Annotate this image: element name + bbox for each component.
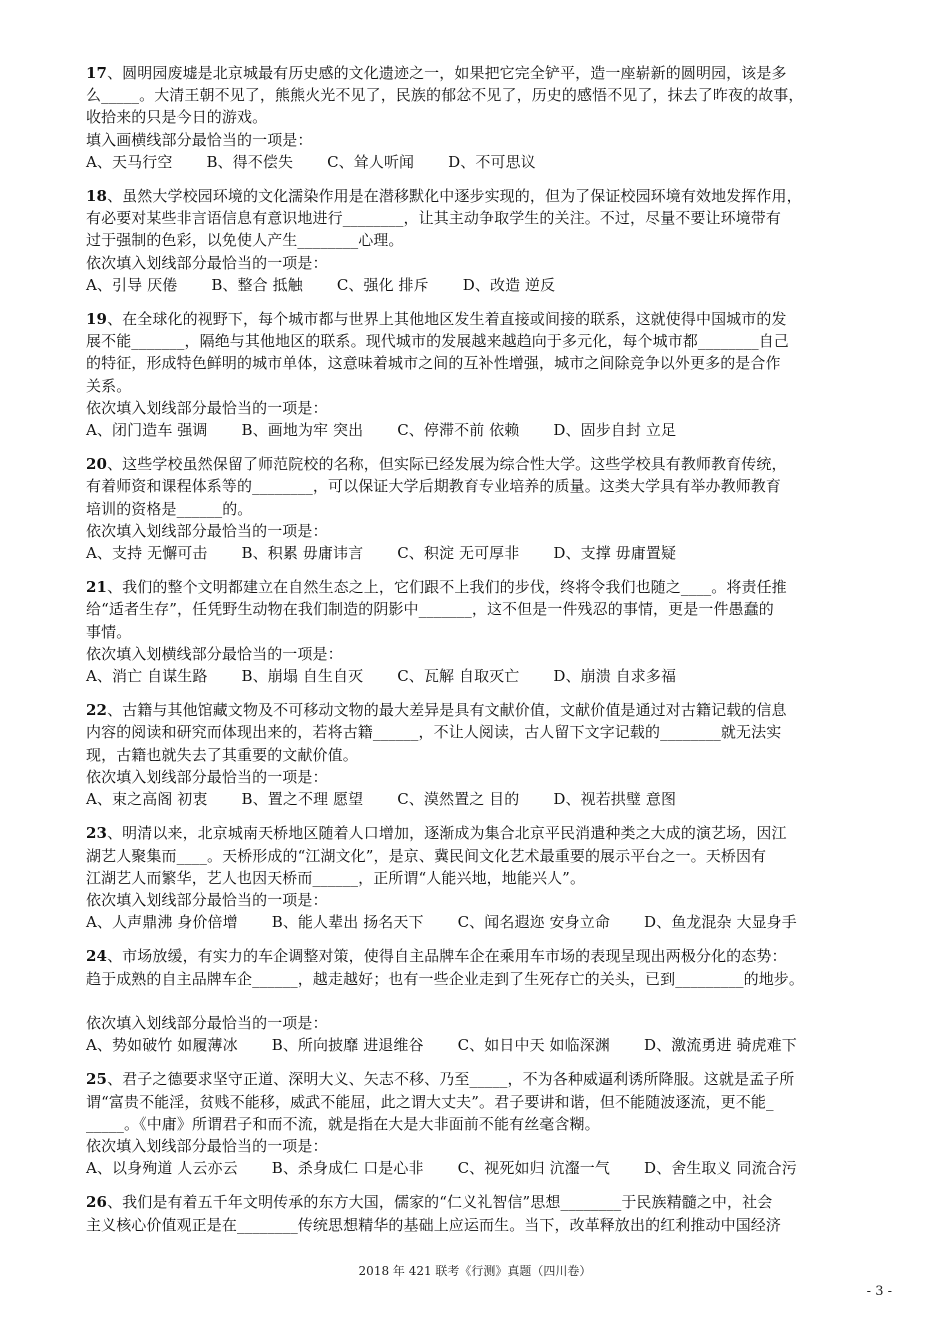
- question-text: 江湖艺人而繁华，艺人也因天桥而______，正所谓“人能兴地，地能兴人”。: [86, 868, 586, 887]
- question-text-line: [86, 475, 870, 497]
- question-text-line: [86, 375, 870, 397]
- question-text: 依次填入划线部分最恰当的一项是：: [86, 253, 328, 272]
- question-text-line: [86, 1214, 870, 1236]
- question-text: 么_____。大清王朝不见了，熊熊火光不见了，民族的郁忿不见了，历史的感悟不见了，抹去了昨夜的故事，: [86, 86, 804, 105]
- question-text: 湖艺人聚集而____。天桥形成的“江湖文化”，是京、冀民间文化艺术最重要的展示平台之一。天桥因有: [86, 846, 767, 865]
- question-text: 事情。: [86, 622, 132, 641]
- question-26: [86, 1191, 870, 1235]
- answer-option: B、所向披靡 进退维谷: [271, 1036, 424, 1055]
- answer-option: C、瓦解 自取灭亡: [397, 667, 520, 686]
- question-text-line: [86, 520, 870, 542]
- question-18: [86, 185, 870, 296]
- answer-option: C、视死如归 沆瀣一气: [457, 1159, 610, 1178]
- question-text-line: [86, 207, 870, 229]
- question-number: 23: [86, 824, 108, 843]
- answer-option: D、舍生取义 同流合污: [643, 1159, 797, 1178]
- question-20: [86, 453, 870, 564]
- question-text: 培训的资格是______的。: [86, 499, 253, 518]
- question-text: 、古籍与其他馆藏文物及不可移动文物的最大差异是具有文献价值，文献价值是通过对古籍记载的信息: [107, 701, 787, 720]
- answer-option: B、崩塌 自生自灭: [241, 667, 364, 686]
- question-19: [86, 308, 870, 441]
- question-text-line: [86, 84, 870, 106]
- answer-option: C、停滞不前 依赖: [397, 421, 520, 440]
- question-stem-line: [86, 1068, 870, 1090]
- question-24: [86, 945, 870, 1056]
- answer-option: B、整合 抵触: [211, 275, 303, 294]
- question-text: 有必要对某些非言语信息有意识地进行________，让其主动争取学生的关注。不过，尽量不要让环境带有: [86, 209, 782, 228]
- question-text-line: [86, 721, 870, 743]
- question-text: 的特征，形成特色鲜明的城市单体，这意味着城市之间的互补性增强，城市之间除竞争以外更多的是合作: [86, 354, 781, 373]
- question-text: 、虽然大学校园环境的文化濡染作用是在潜移默化中逐步实现的，但为了保证校园环境有效地发挥作用，: [107, 187, 802, 206]
- question-text-line: [86, 129, 870, 151]
- answer-options: [86, 1157, 870, 1179]
- answer-option: A、消亡 自谋生路: [86, 667, 208, 686]
- question-text: 收拾来的只是今日的游戏。: [86, 108, 268, 127]
- question-text: 、这些学校虽然保留了师范院校的名称，但实际已经发展为综合性大学。这些学校具有教师教育传统，: [107, 455, 787, 474]
- question-17: [86, 62, 870, 173]
- question-text: 依次填入划线部分最恰当的一项是：: [86, 398, 328, 417]
- question-text-line: [86, 598, 870, 620]
- question-number: 24: [86, 947, 108, 966]
- answer-options: [86, 151, 870, 173]
- answer-option: D、鱼龙混杂 大显身手: [643, 913, 797, 932]
- question-text-line: [86, 1113, 870, 1135]
- question-text-line: [86, 498, 870, 520]
- answer-option: B、积累 毋庸讳言: [241, 544, 364, 563]
- question-text: 现，古籍也就失去了其重要的文献价值。: [86, 745, 358, 764]
- answer-option: C、漠然置之 目的: [397, 790, 520, 809]
- question-text: 、明清以来，北京城南天桥地区随着人口增加，逐渐成为集合北京平民消遣种类之大成的演艺场，因江: [107, 824, 787, 843]
- question-text: 、我们是有着五千年文明传承的东方大国，儒家的“仁义礼智信”思想________于民族精髓之中，社会: [107, 1193, 773, 1212]
- question-text-line: [86, 889, 870, 911]
- answer-options: [86, 419, 870, 441]
- answer-option: A、支持 无懈可击: [86, 544, 208, 563]
- answer-options: [86, 788, 870, 810]
- answer-option: D、改造 逆反: [462, 275, 556, 294]
- answer-options: [86, 274, 870, 296]
- question-text: 、圆明园废墟是北京城最有历史感的文化遗迹之一，如果把它完全铲平，造一座崭新的圆明园，该是多: [107, 64, 787, 82]
- question-text-line: [86, 397, 870, 419]
- question-text: 内容的阅读和研究而体现出来的，若将古籍______，不让人阅读，古人留下文字记载的________就无法实: [86, 723, 782, 742]
- answer-option: B、置之不理 愿望: [241, 790, 364, 809]
- question-stem-line: [86, 945, 870, 967]
- answer-option: B、得不偿失: [206, 152, 294, 171]
- answer-option: A、天马行空: [86, 152, 173, 171]
- answer-option: A、引导 厌倦: [86, 275, 178, 294]
- answer-option: C、积淀 无可厚非: [397, 544, 520, 563]
- question-text: 趋于成熟的自主品牌车企______，越走越好；也有一些企业走到了生死存亡的关头，已到_________的地步。: [86, 969, 805, 988]
- question-text: 依次填入划线部分最恰当的一项是：: [86, 767, 328, 786]
- question-text-line: [86, 106, 870, 128]
- answer-option: C、如日中天 如临深渊: [457, 1036, 610, 1055]
- question-25: [86, 1068, 870, 1179]
- question-text: 主义核心价值观正是在________传统思想精华的基础上应运而生。当下，改革释放出的红利推动中国经济: [86, 1215, 782, 1234]
- page-footer: 2018 年 421 联考《行测》真题（四川卷）: [358, 1264, 592, 1278]
- question-text: 、在全球化的视野下，每个城市都与世界上其他地区发生着直接或间接的联系，这就使得中国城市的发: [107, 310, 787, 329]
- question-text: 有着师资和课程体系等的________，可以保证大学后期教育专业培养的质量。这类大学具有举办教师教育: [86, 477, 782, 496]
- question-text: 过于强制的色彩，以免使人产生________心理。: [86, 231, 404, 250]
- question-text-line: [86, 352, 870, 374]
- answer-option: A、束之高阁 初衷: [86, 790, 208, 809]
- question-text: 谓“富贵不能淫，贫贱不能移，威武不能屈，此之谓大丈夫”。君子要讲和谐，但不能随波逐流，更不能_: [86, 1092, 774, 1111]
- question-number: 18: [86, 187, 108, 206]
- question-text-line: [86, 990, 870, 1012]
- question-stem-line: [86, 185, 870, 207]
- answer-option: A、势如破竹 如履薄冰: [86, 1036, 238, 1055]
- question-number: 19: [86, 310, 108, 329]
- question-text-line: [86, 845, 870, 867]
- answer-option: D、崩溃 自求多福: [553, 667, 677, 686]
- answer-option: A、以身殉道 人云亦云: [86, 1159, 238, 1178]
- answer-options: [86, 911, 870, 933]
- question-number: 17: [86, 64, 108, 82]
- question-list: [86, 62, 870, 1248]
- question-number: 26: [86, 1193, 108, 1212]
- answer-option: A、人声鼎沸 身价倍增: [86, 913, 238, 932]
- question-text-line: [86, 1091, 870, 1113]
- answer-option: D、不可思议: [448, 152, 536, 171]
- question-text-line: [86, 867, 870, 889]
- answer-option: B、能人辈出 扬名天下: [271, 913, 424, 932]
- answer-option: C、闻名遐迩 安身立命: [457, 913, 610, 932]
- question-number: 20: [86, 455, 108, 474]
- question-text-line: [86, 968, 870, 990]
- answer-option: C、强化 排斥: [336, 275, 429, 294]
- question-text: 依次填入划线部分最恰当的一项是：: [86, 1136, 328, 1155]
- answer-option: D、支撑 毋庸置疑: [553, 544, 677, 563]
- question-text: 、市场放缓，有实力的车企调整对策，使得自主品牌车企在乘用车市场的表现呈现出两极分化的态势：: [107, 947, 787, 966]
- answer-options: [86, 665, 870, 687]
- question-number: 22: [86, 701, 108, 720]
- question-text: 依次填入划线部分最恰当的一项是：: [86, 1013, 328, 1032]
- question-text-line: [86, 744, 870, 766]
- question-stem-line: [86, 822, 870, 844]
- answer-option: B、杀身成仁 口是心非: [271, 1159, 424, 1178]
- question-text-line: [86, 643, 870, 665]
- question-22: [86, 699, 870, 810]
- answer-option: D、视若拱璧 意图: [553, 790, 677, 809]
- question-21: [86, 576, 870, 687]
- question-stem-line: [86, 576, 870, 598]
- answer-option: B、画地为牢 突出: [241, 421, 364, 440]
- page-number: - 3 -: [866, 1284, 892, 1299]
- question-text: 、我们的整个文明都建立在自然生态之上，它们跟不上我们的步伐，终将令我们也随之____。将责任推: [107, 578, 787, 597]
- question-text: 给“适者生存”，任凭野生动物在我们制造的阴影中_______，这不但是一件残忍的事情，更是一件愚蠢的: [86, 600, 774, 619]
- question-stem-line: [86, 62, 870, 84]
- question-text: 关系。: [86, 376, 132, 395]
- question-text: _____。《中庸》所谓君子和而不流，就是指在大是大非面前不能有丝毫含糊。: [86, 1114, 600, 1133]
- question-text-line: [86, 1012, 870, 1034]
- question-text-line: [86, 766, 870, 788]
- question-stem-line: [86, 308, 870, 330]
- question-text-line: [86, 229, 870, 251]
- question-text-line: [86, 330, 870, 352]
- question-23: [86, 822, 870, 933]
- question-stem-line: [86, 1191, 870, 1213]
- question-text: 填入画横线部分最恰当的一项是：: [86, 130, 313, 149]
- question-stem-line: [86, 453, 870, 475]
- question-text-line: [86, 621, 870, 643]
- question-text: 、君子之德要求坚守正道、深明大义、矢志不移、乃至_____，不为各种威逼利诱所降服。这就是孟子所: [107, 1070, 795, 1089]
- question-text: 依次填入划横线部分最恰当的一项是：: [86, 644, 343, 663]
- answer-option: A、闭门造车 强调: [86, 421, 208, 440]
- answer-options: [86, 542, 870, 564]
- question-text-line: [86, 1135, 870, 1157]
- answer-option: D、激流勇进 骑虎难下: [643, 1036, 797, 1055]
- question-stem-line: [86, 699, 870, 721]
- question-text: 依次填入划线部分最恰当的一项是：: [86, 890, 328, 909]
- question-number: 25: [86, 1070, 108, 1089]
- answer-options: [86, 1034, 870, 1056]
- question-text: 展不能_______，隔绝与其他地区的联系。现代城市的发展越来越趋向于多元化，每个城市都________自己: [86, 332, 789, 351]
- question-text-line: [86, 252, 870, 274]
- answer-option: D、固步自封 立足: [553, 421, 677, 440]
- question-text: 依次填入划线部分最恰当的一项是：: [86, 521, 328, 540]
- answer-option: C、耸人听闻: [327, 152, 415, 171]
- question-number: 21: [86, 578, 108, 597]
